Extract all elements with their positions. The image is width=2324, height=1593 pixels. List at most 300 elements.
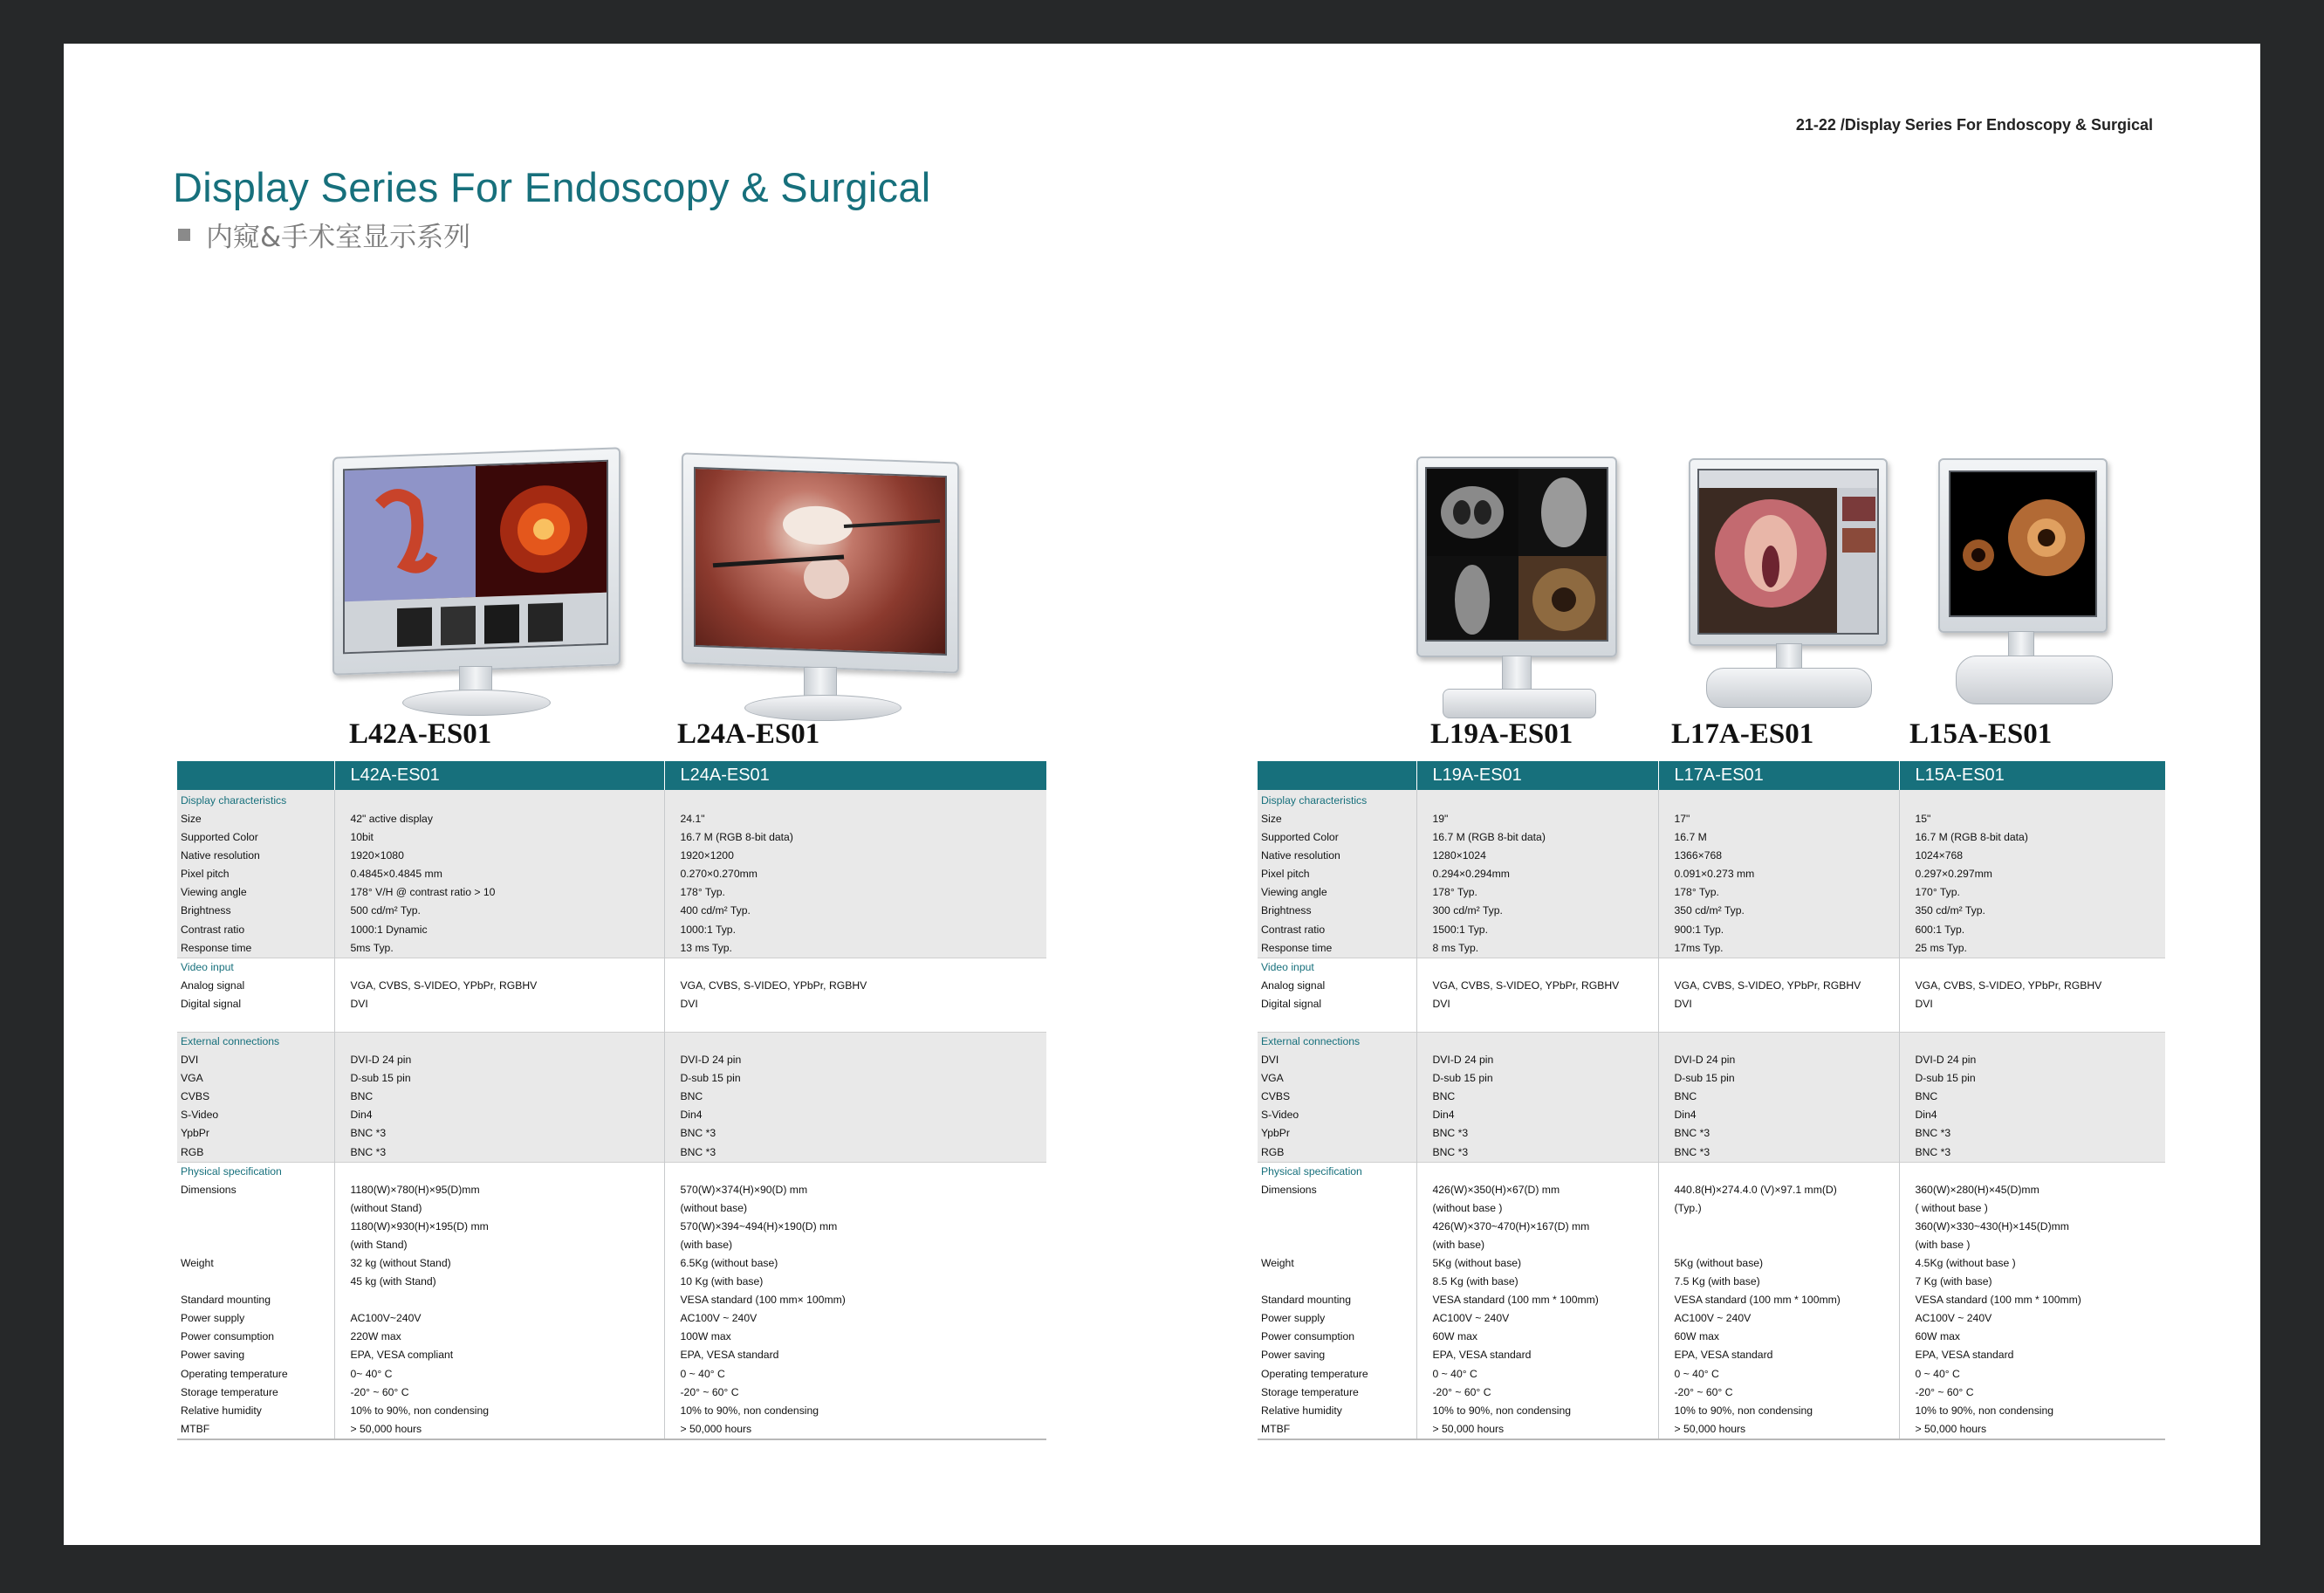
table-row: [177, 1420, 1046, 1439]
table-row: [1258, 883, 2165, 902]
row-value: (with Stand): [334, 1236, 664, 1254]
table-row: [177, 883, 1046, 902]
screen-content-icon: [1950, 472, 2097, 617]
row-value: 360(W)×330~430(H)×145(D)mm: [1899, 1218, 2165, 1236]
row-label: S-Video: [177, 1106, 334, 1124]
row-value: -20° ~ 60° C: [1658, 1384, 1899, 1402]
row-label: Power consumption: [177, 1328, 334, 1346]
table-row: [177, 1106, 1046, 1124]
row-value: AC100V ~ 240V: [1416, 1309, 1658, 1328]
row-value: 100W max: [664, 1328, 1046, 1346]
table-row: [1258, 1291, 2165, 1309]
section-header-blank: [1416, 790, 1658, 810]
spec-table-left: [177, 761, 1046, 1440]
section-header-row: [1258, 1162, 2165, 1181]
row-value: BNC: [1899, 1088, 2165, 1106]
row-value: 16.7 M (RGB 8-bit data): [664, 828, 1046, 847]
row-value: 10% to 90%, non condensing: [664, 1402, 1046, 1420]
row-label: Supported Color: [177, 828, 334, 847]
section-title: Physical specification: [1258, 1162, 1416, 1181]
row-label: Storage temperature: [1258, 1384, 1416, 1402]
row-value: 0.091×0.273 mm: [1658, 865, 1899, 883]
row-value: BNC: [1416, 1088, 1658, 1106]
row-value: BNC *3: [664, 1143, 1046, 1163]
table-row: [1258, 995, 2165, 1013]
row-value: DVI-D 24 pin: [1899, 1051, 2165, 1069]
row-value: (with base ): [1899, 1236, 2165, 1254]
table-header-cell: L42A-ES01: [334, 761, 664, 790]
row-label: YpbPr: [177, 1124, 334, 1143]
section-header-row: [177, 1033, 1046, 1052]
row-value: 400 cd/m² Typ.: [664, 902, 1046, 920]
row-label: Native resolution: [177, 847, 334, 865]
table-row: [1258, 1328, 2165, 1346]
table-row: [177, 1402, 1046, 1420]
row-value: 170° Typ.: [1899, 883, 2165, 902]
section-title: External connections: [1258, 1033, 1416, 1052]
row-value: 24.1": [664, 810, 1046, 828]
row-label: Viewing angle: [177, 883, 334, 902]
spacer-cell: [1258, 1013, 1416, 1033]
table-row: [1258, 1199, 2165, 1218]
row-value: 10% to 90%, non condensing: [1899, 1402, 2165, 1420]
row-value: VESA standard (100 mm× 100mm): [664, 1291, 1046, 1309]
row-label: Size: [177, 810, 334, 828]
table-row: [177, 1346, 1046, 1364]
row-value: D-sub 15 pin: [664, 1069, 1046, 1088]
table-row: [1258, 1346, 2165, 1364]
section-header-row: [1258, 790, 2165, 810]
row-value: 1024×768: [1899, 847, 2165, 865]
row-value: DVI-D 24 pin: [334, 1051, 664, 1069]
table-row: [177, 1199, 1046, 1218]
section-header-row: [177, 958, 1046, 977]
table-row: [1258, 939, 2165, 958]
row-value: 178° Typ.: [1416, 883, 1658, 902]
row-value: 440.8(H)×274.4.0 (V)×97.1 mm(D): [1658, 1181, 1899, 1199]
table-row: [1258, 1420, 2165, 1439]
row-value: DVI: [1416, 995, 1658, 1013]
table-row: [177, 1181, 1046, 1199]
table-row: [1258, 1088, 2165, 1106]
table-row: [1258, 902, 2165, 920]
table-row: [1258, 1273, 2165, 1291]
row-value: (without Stand): [334, 1199, 664, 1218]
section-title: External connections: [177, 1033, 334, 1052]
row-value: EPA, VESA standard: [664, 1346, 1046, 1364]
row-value: 178° Typ.: [664, 883, 1046, 902]
row-value: D-sub 15 pin: [1899, 1069, 2165, 1088]
row-label: Brightness: [177, 902, 334, 920]
row-value: VGA, CVBS, S-VIDEO, YPbPr, RGBHV: [1899, 977, 2165, 995]
row-label: S-Video: [1258, 1106, 1416, 1124]
monitor-screen: [1949, 470, 2097, 617]
row-value: > 50,000 hours: [664, 1420, 1046, 1439]
row-value: 500 cd/m² Typ.: [334, 902, 664, 920]
section-header-row: [1258, 958, 2165, 977]
row-value: BNC: [334, 1088, 664, 1106]
table-row: [177, 995, 1046, 1013]
row-value: VESA standard (100 mm * 100mm): [1658, 1291, 1899, 1309]
row-value: > 50,000 hours: [1899, 1420, 2165, 1439]
row-value: 15": [1899, 810, 2165, 828]
row-value: 13 ms Typ.: [664, 939, 1046, 958]
spacer-cell: [1899, 1013, 2165, 1033]
page-title: Display Series For Endoscopy & Surgical: [173, 164, 931, 210]
row-value: AC100V ~ 240V: [1899, 1309, 2165, 1328]
table-header-row: [177, 761, 1046, 790]
row-value: 220W max: [334, 1328, 664, 1346]
row-value: DVI-D 24 pin: [1416, 1051, 1658, 1069]
spacer-cell: [1658, 1013, 1899, 1033]
monitor-image-l17a: [1689, 458, 1898, 746]
section-header-blank: [664, 1162, 1046, 1181]
section-title: Display characteristics: [1258, 790, 1416, 810]
table-row: [177, 1365, 1046, 1384]
row-value: 570(W)×374(H)×90(D) mm: [664, 1181, 1046, 1199]
row-value: 10 Kg (with base): [664, 1273, 1046, 1291]
row-value: BNC *3: [334, 1124, 664, 1143]
table-row: [177, 847, 1046, 865]
row-value: 10bit: [334, 828, 664, 847]
row-value: 10% to 90%, non condensing: [1416, 1402, 1658, 1420]
section-header-row: [177, 1162, 1046, 1181]
table-row: [1258, 1236, 2165, 1254]
table-header-cell: L24A-ES01: [664, 761, 1046, 790]
section-header-row: [1258, 1033, 2165, 1052]
spacer-cell: [1416, 1013, 1658, 1033]
row-value: -20° ~ 60° C: [334, 1384, 664, 1402]
table-header-blank: [1258, 761, 1416, 790]
monitor-screen: [1425, 467, 1608, 642]
row-value: DVI: [664, 995, 1046, 1013]
row-label: Contrast ratio: [1258, 921, 1416, 939]
row-value: -20° ~ 60° C: [1416, 1384, 1658, 1402]
screen-content-icon: [696, 469, 947, 656]
row-label: Pixel pitch: [177, 865, 334, 883]
row-value: 5Kg (without base): [1658, 1254, 1899, 1273]
row-label: Standard mounting: [1258, 1291, 1416, 1309]
row-label: DVI: [177, 1051, 334, 1069]
row-value: 570(W)×394~494(H)×190(D) mm: [664, 1218, 1046, 1236]
table-row: [1258, 1124, 2165, 1143]
row-value: VESA standard (100 mm * 100mm): [1416, 1291, 1658, 1309]
row-value: 1500:1 Typ.: [1416, 921, 1658, 939]
monitor-screen: [1697, 469, 1879, 635]
table-row: [1258, 1218, 2165, 1236]
section-header-blank: [1899, 790, 2165, 810]
row-label: Digital signal: [1258, 995, 1416, 1013]
table-row: [1258, 1365, 2165, 1384]
row-value: 6.5Kg (without base): [664, 1254, 1046, 1273]
row-value: BNC: [1658, 1088, 1899, 1106]
row-label: Analog signal: [1258, 977, 1416, 995]
row-value: 5Kg (without base): [1416, 1254, 1658, 1273]
table-header-blank: [177, 761, 334, 790]
row-value: ( without base ): [1899, 1199, 2165, 1218]
section-header-blank: [1658, 790, 1899, 810]
section-header-blank: [1899, 1162, 2165, 1181]
row-value: 0.294×0.294mm: [1416, 865, 1658, 883]
row-label: Relative humidity: [1258, 1402, 1416, 1420]
model-name: L17A-ES01: [1671, 718, 1814, 750]
row-value: Din4: [1416, 1106, 1658, 1124]
row-label: [1258, 1199, 1416, 1218]
brochure-page: [64, 44, 2260, 1545]
row-value: > 50,000 hours: [1658, 1420, 1899, 1439]
row-value: DVI: [1658, 995, 1899, 1013]
row-value: 0 ~ 40° C: [1899, 1365, 2165, 1384]
table-row: [1258, 1309, 2165, 1328]
monitor-screen: [694, 467, 947, 656]
row-value: 900:1 Typ.: [1658, 921, 1899, 939]
table-row: [1258, 1143, 2165, 1163]
section-header-blank: [664, 1033, 1046, 1052]
model-name: L42A-ES01: [349, 718, 492, 750]
row-value: [1658, 1236, 1899, 1254]
spacer-row: [177, 1013, 1046, 1033]
square-bullet-icon: [178, 229, 190, 241]
row-value: AC100V ~ 240V: [1658, 1309, 1899, 1328]
model-name: L15A-ES01: [1909, 718, 2053, 750]
row-value: Din4: [664, 1106, 1046, 1124]
table-row: [177, 865, 1046, 883]
row-value: 350 cd/m² Typ.: [1899, 902, 2165, 920]
spec-table-right: [1258, 761, 2165, 1440]
row-label: Storage temperature: [177, 1384, 334, 1402]
row-value: 600:1 Typ.: [1899, 921, 2165, 939]
section-header-blank: [334, 790, 664, 810]
table-row: [177, 828, 1046, 847]
row-label: Brightness: [1258, 902, 1416, 920]
table-row: [1258, 865, 2165, 883]
row-label: Power supply: [1258, 1309, 1416, 1328]
row-value: 0~ 40° C: [334, 1365, 664, 1384]
table-row: [177, 1254, 1046, 1273]
row-label: [177, 1273, 334, 1291]
model-name: L19A-ES01: [1430, 718, 1573, 750]
row-value: VGA, CVBS, S-VIDEO, YPbPr, RGBHV: [1658, 977, 1899, 995]
table-row: [1258, 810, 2165, 828]
row-value: (without base ): [1416, 1199, 1658, 1218]
row-value: 1920×1080: [334, 847, 664, 865]
table-row: [177, 810, 1046, 828]
row-value: 60W max: [1899, 1328, 2165, 1346]
row-value: Din4: [1899, 1106, 2165, 1124]
row-value: 5ms Typ.: [334, 939, 664, 958]
section-header-blank: [334, 1162, 664, 1181]
row-value: 8 ms Typ.: [1416, 939, 1658, 958]
row-value: 426(W)×370~470(H)×167(D) mm: [1416, 1218, 1658, 1236]
table-row: [1258, 1069, 2165, 1088]
row-value: 0.297×0.297mm: [1899, 865, 2165, 883]
table-row: [177, 1088, 1046, 1106]
row-value: 1920×1200: [664, 847, 1046, 865]
row-value: BNC *3: [1416, 1143, 1658, 1163]
table-header-cell: L19A-ES01: [1416, 761, 1658, 790]
table-row: [177, 1051, 1046, 1069]
section-header-blank: [664, 790, 1046, 810]
row-label: Response time: [177, 939, 334, 958]
table-row: [1258, 1254, 2165, 1273]
row-label: DVI: [1258, 1051, 1416, 1069]
row-value: 16.7 M (RGB 8-bit data): [1416, 828, 1658, 847]
row-value: (with base): [664, 1236, 1046, 1254]
row-value: -20° ~ 60° C: [1899, 1384, 2165, 1402]
table-row: [1258, 1051, 2165, 1069]
section-header-row: [177, 790, 1046, 810]
row-value: > 50,000 hours: [1416, 1420, 1658, 1439]
row-value: 0 ~ 40° C: [1416, 1365, 1658, 1384]
row-label: Pixel pitch: [1258, 865, 1416, 883]
row-value: 10% to 90%, non condensing: [1658, 1402, 1899, 1420]
page-number: 21-22 /Display Series For Endoscopy & Surgical: [1795, 116, 2153, 134]
row-value: AC100V~240V: [334, 1309, 664, 1328]
row-value: 300 cd/m² Typ.: [1416, 902, 1658, 920]
section-header-blank: [1899, 1033, 2165, 1052]
row-value: 0.270×0.270mm: [664, 865, 1046, 883]
row-value: DVI-D 24 pin: [1658, 1051, 1899, 1069]
row-value: EPA, VESA compliant: [334, 1346, 664, 1364]
row-label: Power consumption: [1258, 1328, 1416, 1346]
table-row: [1258, 1106, 2165, 1124]
monitor-screen: [343, 460, 608, 655]
row-value: 426(W)×350(H)×67(D) mm: [1416, 1181, 1658, 1199]
row-value: 45 kg (with Stand): [334, 1273, 664, 1291]
section-header-blank: [1658, 1162, 1899, 1181]
row-label: [1258, 1273, 1416, 1291]
row-label: MTBF: [1258, 1420, 1416, 1439]
row-label: Contrast ratio: [177, 921, 334, 939]
row-label: YpbPr: [1258, 1124, 1416, 1143]
row-label: CVBS: [177, 1088, 334, 1106]
row-value: EPA, VESA standard: [1899, 1346, 2165, 1364]
monitor-image-l42a: [332, 452, 629, 749]
row-label: [177, 1199, 334, 1218]
row-value: BNC *3: [1899, 1143, 2165, 1163]
row-label: Supported Color: [1258, 828, 1416, 847]
row-label: Analog signal: [177, 977, 334, 995]
row-label: [177, 1218, 334, 1236]
row-label: VGA: [177, 1069, 334, 1088]
row-label: Power supply: [177, 1309, 334, 1328]
spacer-cell: [334, 1013, 664, 1033]
row-value: 19": [1416, 810, 1658, 828]
row-label: Operating temperature: [177, 1365, 334, 1384]
row-value: 60W max: [1416, 1328, 1658, 1346]
row-value: 178° V/H @ contrast ratio > 10: [334, 883, 664, 902]
model-name: L24A-ES01: [677, 718, 820, 750]
page-subtitle: 内窥&手术室显示系列: [206, 222, 471, 253]
row-value: D-sub 15 pin: [1658, 1069, 1899, 1088]
row-value: 25 ms Typ.: [1899, 939, 2165, 958]
monitor-image-l24a: [682, 457, 970, 754]
section-header-blank: [1658, 958, 1899, 977]
monitor-image-l15a: [1938, 458, 2130, 746]
row-value: 10% to 90%, non condensing: [334, 1402, 664, 1420]
row-label: Weight: [1258, 1254, 1416, 1273]
row-value: AC100V ~ 240V: [664, 1309, 1046, 1328]
row-value: BNC *3: [1899, 1124, 2165, 1143]
row-value: BNC *3: [1658, 1124, 1899, 1143]
spacer-row: [1258, 1013, 2165, 1033]
row-label: Dimensions: [177, 1181, 334, 1199]
row-value: 16.7 M (RGB 8-bit data): [1899, 828, 2165, 847]
row-value: 1180(W)×780(H)×95(D)mm: [334, 1181, 664, 1199]
row-value: 17ms Typ.: [1658, 939, 1899, 958]
section-header-blank: [334, 1033, 664, 1052]
row-label: Operating temperature: [1258, 1365, 1416, 1384]
subtitle-row: [178, 215, 470, 254]
row-value: VGA, CVBS, S-VIDEO, YPbPr, RGBHV: [1416, 977, 1658, 995]
table-row: [177, 1143, 1046, 1163]
row-value: 1000:1 Typ.: [664, 921, 1046, 939]
row-value: 0 ~ 40° C: [664, 1365, 1046, 1384]
row-value: (with base): [1416, 1236, 1658, 1254]
row-value: BNC: [664, 1088, 1046, 1106]
row-label: Standard mounting: [177, 1291, 334, 1309]
table-row: [1258, 977, 2165, 995]
row-value: 7 Kg (with base): [1899, 1273, 2165, 1291]
row-label: [177, 1236, 334, 1254]
table-row: [177, 1236, 1046, 1254]
row-value: 1000:1 Dynamic: [334, 921, 664, 939]
row-label: [1258, 1218, 1416, 1236]
row-label: Native resolution: [1258, 847, 1416, 865]
row-label: Size: [1258, 810, 1416, 828]
screen-content-icon: [1427, 469, 1608, 642]
table-header-cell: L17A-ES01: [1658, 761, 1899, 790]
row-value: [334, 1291, 664, 1309]
row-value: 16.7 M: [1658, 828, 1899, 847]
row-value: 1366×768: [1658, 847, 1899, 865]
row-value: 17": [1658, 810, 1899, 828]
row-value: BNC *3: [664, 1124, 1046, 1143]
row-value: 350 cd/m² Typ.: [1658, 902, 1899, 920]
row-label: Viewing angle: [1258, 883, 1416, 902]
row-label: VGA: [1258, 1069, 1416, 1088]
row-value: 8.5 Kg (with base): [1416, 1273, 1658, 1291]
table-row: [1258, 1384, 2165, 1402]
row-value: -20° ~ 60° C: [664, 1384, 1046, 1402]
table-header-cell: L15A-ES01: [1899, 761, 2165, 790]
table-row: [177, 1384, 1046, 1402]
table-row: [1258, 1181, 2165, 1199]
row-value: BNC *3: [1416, 1124, 1658, 1143]
table-row: [177, 939, 1046, 958]
table-row: [177, 1273, 1046, 1291]
table-row: [1258, 921, 2165, 939]
row-value: DVI-D 24 pin: [664, 1051, 1046, 1069]
row-value: (without base): [664, 1199, 1046, 1218]
row-value: EPA, VESA standard: [1658, 1346, 1899, 1364]
section-header-blank: [1416, 958, 1658, 977]
row-value: DVI: [1899, 995, 2165, 1013]
row-value: 178° Typ.: [1658, 883, 1899, 902]
row-value: (Typ.): [1658, 1199, 1899, 1218]
row-value: 60W max: [1658, 1328, 1899, 1346]
row-value: 360(W)×280(H)×45(D)mm: [1899, 1181, 2165, 1199]
row-label: Weight: [177, 1254, 334, 1273]
table-row: [177, 902, 1046, 920]
row-value: 0.4845×0.4845 mm: [334, 865, 664, 883]
row-value: BNC *3: [334, 1143, 664, 1163]
table-row: [177, 977, 1046, 995]
row-label: RGB: [1258, 1143, 1416, 1163]
row-label: CVBS: [1258, 1088, 1416, 1106]
section-header-blank: [1416, 1162, 1658, 1181]
row-label: Relative humidity: [177, 1402, 334, 1420]
